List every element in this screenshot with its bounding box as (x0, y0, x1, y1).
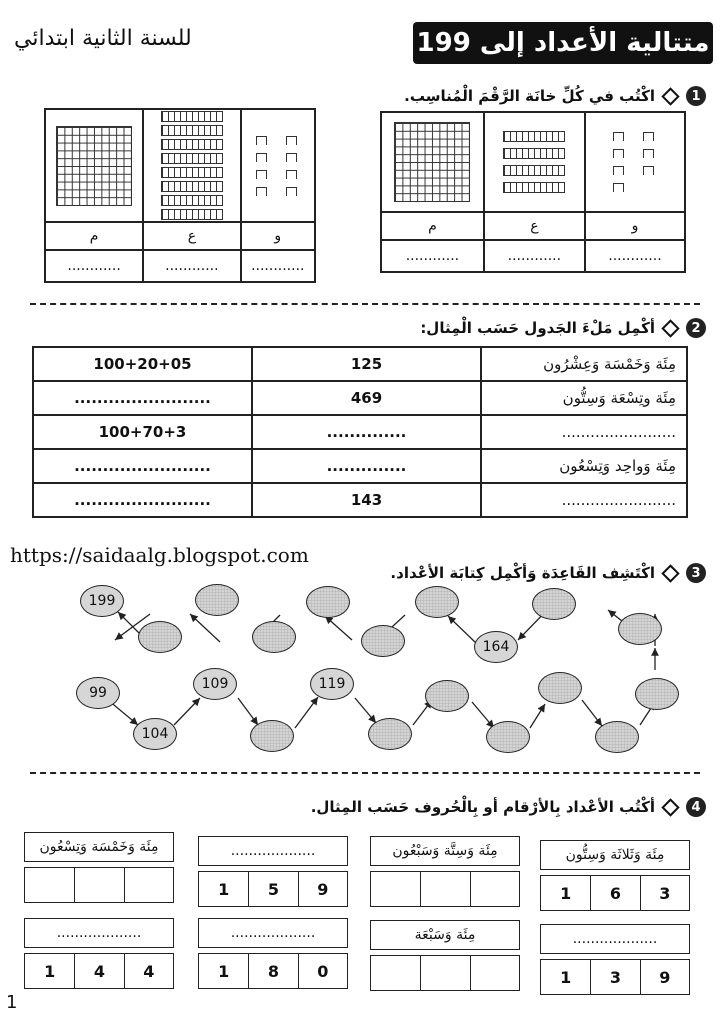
sequence-oval: 164 (474, 631, 518, 663)
card-label[interactable]: ................... (198, 918, 348, 948)
decomposition-cell: 100+70+3 (33, 415, 252, 449)
worksheet-title: متتالية الأعداد إلى 199 (413, 22, 713, 64)
exercise-instruction: اكْتَشِف القَاعِدَة وَأكْمِل كِتابَة الأعْداد. (390, 564, 655, 582)
number-card (24, 832, 174, 903)
digit-hundreds: 1 (218, 879, 230, 899)
card-label: مِئَة وَسِتَّة وَسَبْعُون (370, 836, 520, 866)
card-label[interactable]: ................... (540, 924, 690, 954)
number-card (370, 920, 520, 991)
digit-units: 4 (124, 954, 173, 988)
sequence-oval: 109 (193, 668, 237, 700)
ten-rod (503, 182, 565, 193)
unit-cube (286, 153, 297, 162)
answer-blank[interactable]: ............ (381, 240, 484, 272)
answer-blank[interactable]: ............ (585, 240, 685, 272)
page-mark: 1 (6, 992, 18, 1013)
answer-blank[interactable]: ............ (143, 250, 240, 282)
unit-cube (256, 153, 267, 162)
digit-tens: 8 (248, 954, 297, 988)
ten-rod (161, 195, 223, 206)
digit-tens: 6 (590, 876, 639, 910)
digit-hundreds[interactable] (371, 956, 420, 990)
words-cell: مِئَة وَواحِد وَتِسْعُون (481, 449, 687, 483)
table-row (33, 415, 687, 449)
sequence-oval-blank[interactable] (425, 680, 469, 712)
card-digits (198, 953, 348, 989)
unit-cube (256, 187, 267, 196)
col-header-units: و (585, 212, 685, 240)
tens-cell (143, 109, 240, 222)
card-digits[interactable] (370, 955, 520, 991)
digit-tens: 3 (590, 960, 639, 994)
card-digits (540, 875, 690, 911)
digit-units[interactable] (470, 956, 519, 990)
number-card (24, 918, 174, 989)
digit-units: 9 (298, 872, 347, 906)
number-card (540, 924, 690, 995)
digit-units[interactable] (124, 868, 173, 902)
number-cell[interactable]: .............. (252, 449, 481, 483)
sequence-oval-blank[interactable] (486, 721, 530, 753)
digit-tens[interactable] (420, 956, 469, 990)
unit-cube (643, 166, 654, 175)
ten-rod (161, 167, 223, 178)
sequence-oval-blank[interactable] (618, 613, 662, 645)
ten-rod (161, 111, 223, 122)
exercise-number: 2 (686, 318, 706, 338)
exercise-2-heading (420, 318, 706, 338)
digit-tens[interactable] (74, 868, 123, 902)
sequence-oval-blank[interactable] (306, 586, 350, 618)
number-card (370, 836, 520, 907)
table-row (33, 449, 687, 483)
sequence-oval-blank[interactable] (635, 678, 679, 710)
sequence-oval-blank[interactable] (595, 721, 639, 753)
watermark-url: https://saidaalg.blogspot.com (10, 543, 309, 567)
ten-rod (161, 125, 223, 136)
card-label: مِئَة وَثَلاثَة وَسِتُّون (540, 840, 690, 870)
words-cell[interactable]: ........................ (481, 483, 687, 517)
ten-rod (161, 181, 223, 192)
unit-cube (613, 183, 624, 192)
number-card (198, 918, 348, 989)
col-header-tens: ع (484, 212, 585, 240)
card-digits[interactable] (24, 867, 174, 903)
answer-blank[interactable]: ............ (484, 240, 585, 272)
sequence-oval: 119 (310, 668, 354, 700)
sequence-oval-blank[interactable] (252, 621, 296, 653)
exercise-number: 3 (686, 563, 706, 583)
card-digits (198, 871, 348, 907)
answer-blank[interactable]: ............ (241, 250, 315, 282)
card-digits (24, 953, 174, 989)
ten-rod (503, 148, 565, 159)
digit-tens[interactable] (420, 872, 469, 906)
digit-hundreds: 1 (218, 961, 230, 981)
exercise-number: 1 (686, 86, 706, 106)
answer-blank[interactable]: ............ (45, 250, 143, 282)
unit-cube (286, 136, 297, 145)
section-divider (30, 772, 700, 774)
exercise-number: 4 (686, 797, 706, 817)
card-digits[interactable] (370, 871, 520, 907)
grade-label: للسنة الثانية ابتدائي (14, 26, 192, 51)
exercise-instruction: اكْتُب في كُلِّ خانَة الرَّقْمَ الْمُناسِب. (404, 87, 655, 105)
decomposition-cell[interactable]: ........................ (33, 483, 252, 517)
number-table (32, 346, 688, 518)
col-header-tens: ع (143, 222, 240, 250)
unit-cube (643, 132, 654, 141)
table-row (33, 381, 687, 415)
number-cell: 125 (252, 347, 481, 381)
unit-cube (256, 170, 267, 179)
hundred-block (56, 126, 132, 206)
place-value-table-right (380, 111, 686, 273)
words-cell: مِئَة وَخَمْسَة وَعِشْرُون (481, 347, 687, 381)
decomposition-cell[interactable]: ........................ (33, 449, 252, 483)
card-label: مِئَة وَسَبْعَة (370, 920, 520, 950)
decomposition-cell[interactable]: ........................ (33, 381, 252, 415)
ten-rod (161, 139, 223, 150)
number-cell: 469 (252, 381, 481, 415)
unit-cube (613, 132, 624, 141)
words-cell[interactable]: ........................ (481, 415, 687, 449)
digit-tens: 4 (74, 954, 123, 988)
ten-rod (161, 153, 223, 164)
sequence-oval: 199 (80, 585, 124, 617)
card-label[interactable]: ................... (198, 836, 348, 866)
ten-rod (503, 131, 565, 142)
number-cell: 143 (252, 483, 481, 517)
digit-units[interactable] (470, 872, 519, 906)
sequence-oval-blank[interactable] (532, 588, 576, 620)
sequence-oval: 104 (133, 718, 177, 750)
digit-hundreds: 1 (560, 883, 572, 903)
number-card (540, 840, 690, 911)
col-header-hundreds: م (45, 222, 143, 250)
digit-hundreds: 1 (44, 961, 56, 981)
digit-units: 3 (640, 876, 689, 910)
sequence-oval-blank[interactable] (361, 625, 405, 657)
table-row (33, 483, 687, 517)
digit-hundreds[interactable] (371, 872, 420, 906)
hundreds-cell (381, 112, 484, 212)
tens-cell (484, 112, 585, 212)
diamond-icon (661, 798, 679, 816)
sequence-oval-blank[interactable] (368, 718, 412, 750)
sequence-oval-blank[interactable] (538, 672, 582, 704)
unit-cube (643, 149, 654, 158)
unit-cube (613, 149, 624, 158)
exercise-instruction: أكْتُب الأعْداد بِالأرْقام أو بِالْحُروف حَسَب المِثال. (310, 798, 655, 816)
digit-hundreds: 1 (560, 967, 572, 987)
unit-cube (286, 170, 297, 179)
digit-units: 9 (640, 960, 689, 994)
exercise-instruction: أكْمِل مَلْءَ الجَدول حَسَب الْمِثال: (420, 319, 655, 337)
unit-cube (613, 166, 624, 175)
digit-tens: 5 (248, 872, 297, 906)
hundreds-cell (45, 109, 143, 222)
sequence-oval-blank[interactable] (138, 621, 182, 653)
exercise-4-heading (311, 797, 706, 817)
unit-cube (256, 136, 267, 145)
decomposition-cell: 100+20+05 (33, 347, 252, 381)
units-cell (241, 109, 315, 222)
diamond-icon (661, 319, 679, 337)
card-label: مِئَة وَخَمْسَة وَتِسْعُون (24, 832, 174, 862)
sequence-oval-blank[interactable] (195, 584, 239, 616)
card-digits (540, 959, 690, 995)
section-divider (30, 303, 700, 305)
digit-units: 0 (298, 954, 347, 988)
ten-rod (503, 165, 565, 176)
words-cell: مِئَة وتِسْعَة وَسِتُّون (481, 381, 687, 415)
number-cell[interactable]: .............. (252, 415, 481, 449)
sequence-oval: 99 (76, 677, 120, 709)
diamond-icon (661, 87, 679, 105)
ten-rod (161, 209, 223, 220)
col-header-units: و (241, 222, 315, 250)
card-label[interactable]: ................... (24, 918, 174, 948)
unit-cube (286, 187, 297, 196)
hundred-block (394, 122, 470, 202)
sequence-oval-blank[interactable] (415, 586, 459, 618)
sequence-oval-blank[interactable] (250, 720, 294, 752)
col-header-hundreds: م (381, 212, 484, 240)
digit-hundreds[interactable] (25, 868, 74, 902)
units-cell (585, 112, 685, 212)
place-value-table-left (44, 108, 316, 283)
number-card (198, 836, 348, 907)
table-row (33, 347, 687, 381)
exercise-1-heading (404, 86, 706, 106)
